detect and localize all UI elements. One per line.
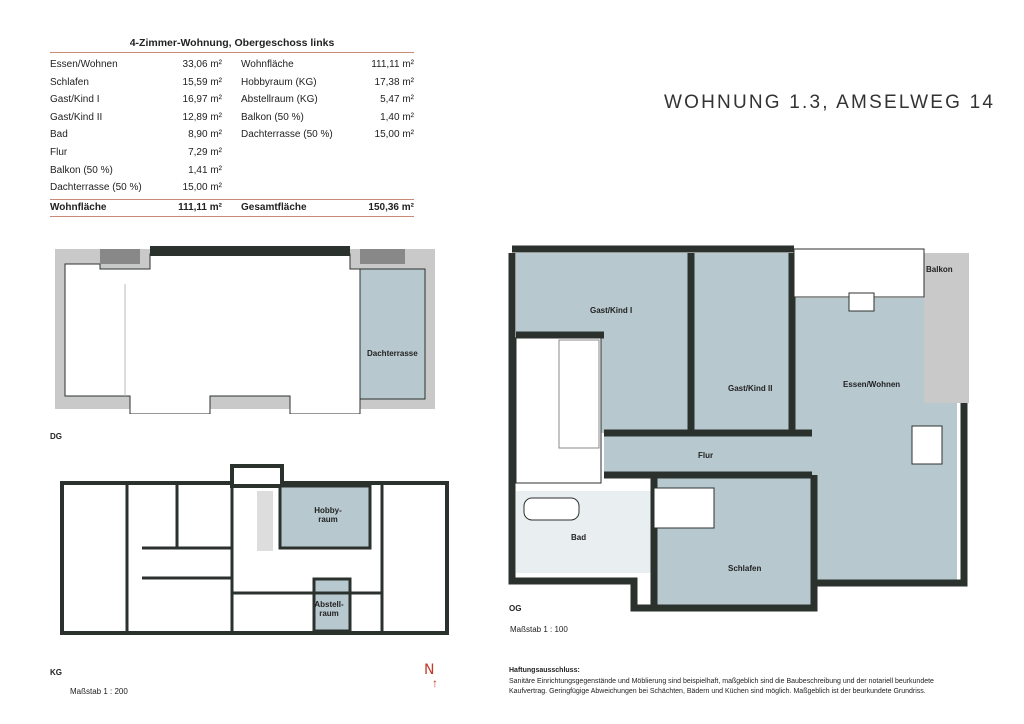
dg-roof bbox=[65, 254, 410, 414]
area-row-value: 12,89 m² bbox=[182, 111, 222, 123]
area-row bbox=[50, 145, 222, 161]
total-living-value: 111,11 m² bbox=[178, 202, 222, 213]
area-row-label: Flur bbox=[50, 147, 68, 158]
area-row-value: 15,59 m² bbox=[182, 76, 222, 88]
area-row bbox=[50, 57, 222, 73]
disclaimer-title: Haftungsausschluss: bbox=[509, 667, 580, 674]
north-label: N bbox=[424, 662, 435, 678]
og-room-gast2 bbox=[694, 253, 789, 433]
area-row-label: Schlafen bbox=[50, 76, 89, 88]
og-label-schlafen: Schlafen bbox=[728, 564, 762, 573]
area-row-value: 33,06 m² bbox=[182, 59, 222, 70]
area-row-label: Dachterrasse (50 %) bbox=[241, 129, 333, 141]
table-title: 4-Zimmer-Wohnung, Obergeschoss links bbox=[129, 37, 335, 49]
total-overall-label: Gesamtfläche bbox=[241, 202, 307, 213]
og-bathtub bbox=[524, 498, 579, 520]
kg-stair-tower bbox=[232, 466, 282, 486]
og-floor-plan bbox=[504, 243, 974, 618]
og-label-bad: Bad bbox=[571, 533, 587, 542]
area-row-label: Essen/Wohnen bbox=[50, 59, 118, 70]
area-row bbox=[241, 75, 414, 91]
area-row-value: 1,40 m² bbox=[380, 111, 414, 123]
area-row-value: 5,47 m² bbox=[380, 94, 414, 106]
area-row-value: 7,29 m² bbox=[188, 147, 222, 158]
dg-terrace bbox=[360, 269, 425, 399]
area-row bbox=[50, 110, 222, 126]
total-overall-value: 150,36 m² bbox=[368, 202, 414, 213]
area-row bbox=[50, 92, 222, 108]
area-row bbox=[241, 57, 414, 73]
kg-plan-label: KG bbox=[50, 668, 62, 677]
area-row-value: 15,00 m² bbox=[374, 129, 414, 141]
og-stair-outer bbox=[794, 249, 924, 297]
kg-outline bbox=[62, 483, 447, 633]
og-label-flur: Flur bbox=[698, 451, 714, 460]
disclaimer-line-2: Kaufvertrag. Geringfügige Abweichungen bei Schächten, Bädern und Küchen sind möglich. Maßgeblich ist der beurkundete Grundriss. bbox=[509, 688, 926, 695]
kg-storage-label: Abstell-raum bbox=[314, 600, 344, 618]
kg-scale: Maßstab 1 : 200 bbox=[70, 687, 128, 696]
area-table-right bbox=[241, 57, 414, 147]
page-title: WOHNUNG 1.3, AMSELWEG 14 bbox=[664, 92, 996, 113]
area-row-label: Abstellraum (KG) bbox=[241, 94, 318, 106]
total-living-area bbox=[50, 200, 222, 216]
dg-stair-right bbox=[360, 249, 405, 264]
total-overall-area bbox=[241, 200, 414, 216]
area-row-label: Dachterrasse (50 %) bbox=[50, 182, 142, 194]
og-label-balkon: Balkon bbox=[926, 265, 953, 274]
area-row bbox=[241, 127, 414, 143]
table-rule-bottom bbox=[50, 216, 414, 217]
area-row-label: Bad bbox=[50, 129, 68, 141]
area-table-left bbox=[50, 57, 222, 207]
area-row bbox=[50, 127, 222, 143]
og-dining-table bbox=[912, 426, 942, 464]
og-plan-label: OG bbox=[509, 604, 522, 613]
kg-floor-plan bbox=[52, 463, 464, 648]
dg-wall-top bbox=[150, 246, 350, 256]
og-label-gast1: Gast/Kind I bbox=[590, 306, 633, 315]
area-row-label: Hobbyraum (KG) bbox=[241, 76, 317, 88]
area-row-value: 8,90 m² bbox=[188, 129, 222, 141]
dg-stair-left bbox=[100, 249, 140, 264]
north-arrow-icon: ↑ bbox=[432, 676, 438, 690]
area-row bbox=[50, 75, 222, 91]
area-row-value: 17,38 m² bbox=[374, 76, 414, 88]
area-row-value: 1,41 m² bbox=[188, 164, 222, 176]
og-label-essen: Essen/Wohnen bbox=[843, 380, 901, 389]
area-row bbox=[50, 163, 222, 179]
dg-terrace-label: Dachterrasse bbox=[367, 349, 418, 358]
area-row bbox=[50, 180, 222, 196]
kg-hobby-label: Hobby-raum bbox=[314, 506, 342, 524]
disclaimer-line-1: Sanitäre Einrichtungsgegenstände und Möblierung sind beispielhaft, maßgeblich sind die Baubeschreibung und der notariell beurkundete bbox=[509, 678, 934, 685]
og-stairs bbox=[559, 340, 599, 448]
og-stove bbox=[849, 293, 874, 311]
area-row-label: Gast/Kind I bbox=[50, 94, 100, 106]
area-row-label: Wohnfläche bbox=[241, 59, 294, 70]
og-balcony bbox=[924, 253, 969, 403]
area-row-value: 15,00 m² bbox=[182, 182, 222, 194]
area-row-value: 16,97 m² bbox=[182, 94, 222, 106]
area-row-value: 111,11 m² bbox=[371, 59, 414, 70]
area-row-label: Gast/Kind II bbox=[50, 111, 103, 123]
area-row-label: Balkon (50 %) bbox=[50, 164, 113, 176]
dg-plan-label: DG bbox=[50, 432, 62, 441]
total-living-label: Wohnfläche bbox=[50, 202, 107, 213]
dg-floor-plan bbox=[50, 244, 440, 414]
table-rule-top bbox=[50, 52, 414, 53]
kg-stairs bbox=[257, 491, 273, 551]
og-scale: Maßstab 1 : 100 bbox=[510, 625, 568, 634]
og-bed bbox=[654, 488, 714, 528]
area-row bbox=[241, 92, 414, 108]
area-row-label: Balkon (50 %) bbox=[241, 111, 304, 123]
area-row bbox=[241, 110, 414, 126]
og-label-gast2: Gast/Kind II bbox=[728, 384, 773, 393]
